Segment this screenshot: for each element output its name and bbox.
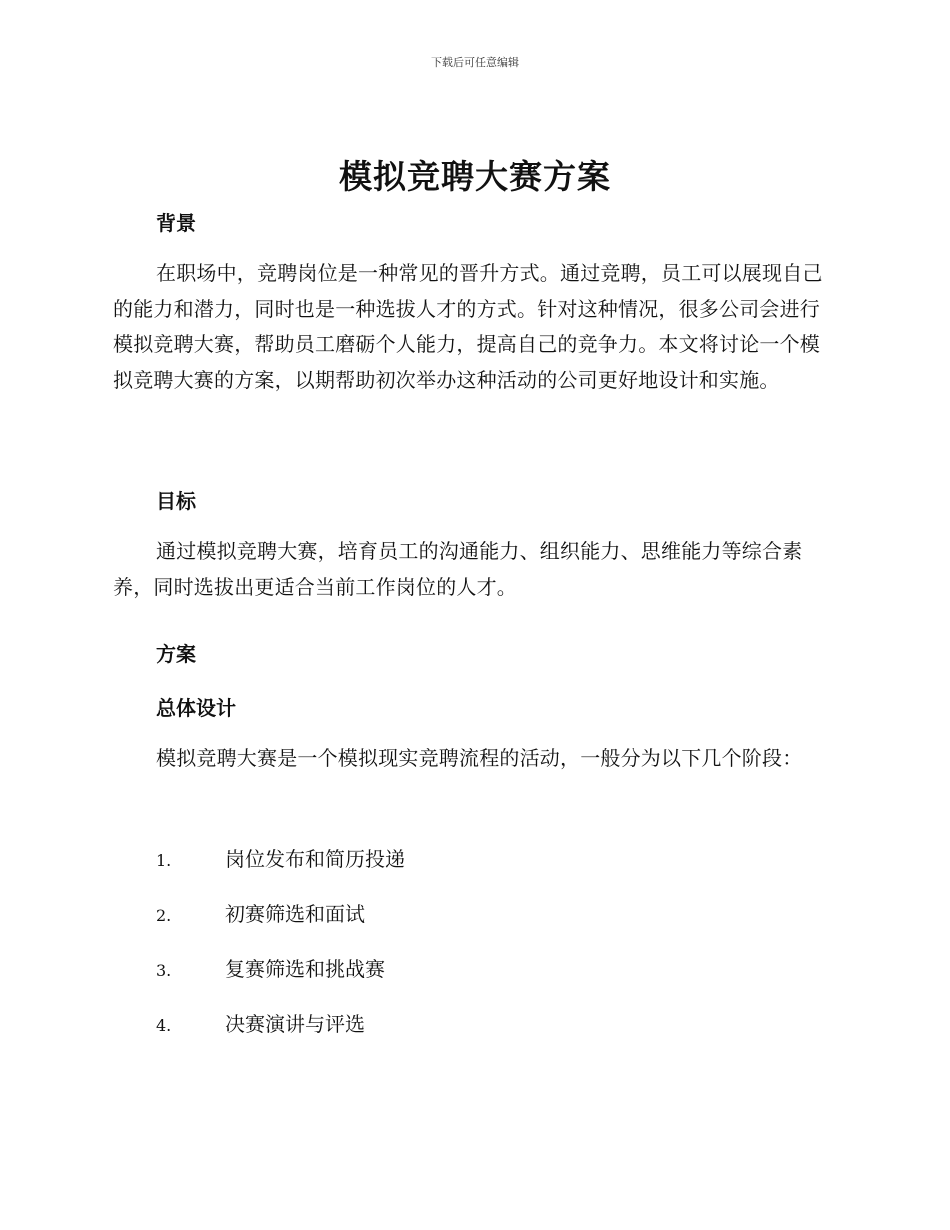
header-note: 下载后可任意编辑 (431, 56, 519, 69)
list-text: 初赛筛选和面试 (225, 902, 365, 926)
list-text: 决赛演讲与评选 (225, 1012, 365, 1036)
list-number: 2. (156, 906, 172, 925)
list-number: 4. (156, 1016, 172, 1035)
paragraph-overall-design: 模拟竞聘大赛是一个模拟现实竞聘流程的活动，一般分为以下几个阶段： (156, 746, 803, 770)
paragraph-background: 在职场中，竞聘岗位是一种常见的晋升方式。通过竞聘，员工可以展现自己的能力和潜力，同时也是一种选拔人才的方式。针对这种情况，很多公司会进行模拟竞聘大赛，帮助员工磨砺个人能力，提高自己的竞争力。本文将讨论一个模拟竞聘大赛的方案，以期帮助初次举办这种活动的公司更好地设计和实施。 (113, 261, 823, 392)
heading-overall-design: 总体设计 (156, 696, 236, 720)
heading-background: 背景 (156, 211, 196, 235)
list-item (156, 1008, 365, 1038)
list-item (156, 843, 405, 873)
list-item (156, 898, 365, 928)
heading-plan: 方案 (156, 642, 196, 666)
list-number: 1. (156, 851, 172, 870)
document-title: 模拟竞聘大赛方案 (339, 157, 611, 196)
heading-goal: 目标 (156, 489, 196, 513)
list-number: 3. (156, 961, 172, 980)
list-text: 复赛筛选和挑战赛 (225, 957, 385, 981)
list-item (156, 953, 385, 983)
list-text: 岗位发布和简历投递 (225, 847, 405, 871)
paragraph-goal: 通过模拟竞聘大赛，培育员工的沟通能力、组织能力、思维能力等综合素养，同时选拔出更适合当前工作岗位的人才。 (113, 539, 803, 599)
